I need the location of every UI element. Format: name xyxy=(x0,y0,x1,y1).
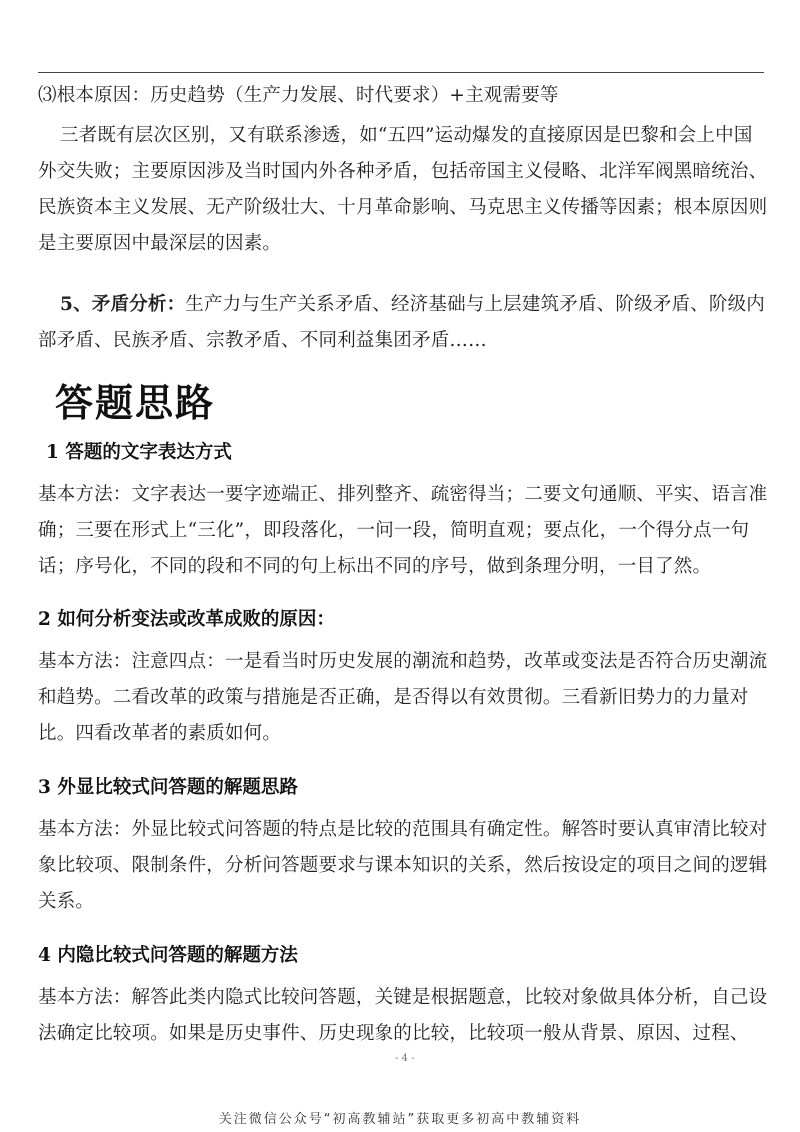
section-2-title: 2 如何分析变法或改革成败的原因： xyxy=(38,609,335,630)
contradiction-paragraph xyxy=(38,287,768,359)
section-title: 答题思路 xyxy=(55,381,216,425)
page-number: - 4 - xyxy=(395,1053,415,1064)
footer-note: 关注微信公众号“初高教辅站”获取更多初高中教辅资料 xyxy=(218,1112,582,1127)
section-3-body: 基本方法：外显比较式问答题的特点是比较的范围具有确定性。解答时要认真审清比较对象比较项、限制条件，分析问答题要求与课本知识的关系，然后按设定的项目之间的逻辑关系。 xyxy=(38,819,768,912)
section-2-body: 基本方法：注意四点：一是看当时历史发展的潮流和趋势，改革或变法是否符合历史潮流和趋势。二看改革的政策与措施是否正确，是否得以有效贯彻。三看新旧势力的力量对比。四看改革者的素质如何。 xyxy=(38,651,768,744)
header-rule xyxy=(38,72,764,73)
section-1-body: 基本方法：文字表达一要字迹端正、排列整齐、疏密得当；二要文句通顺、平实、语言准确；三要在形式上“三化”，即段落化，一问一段，简明直观；要点化，一个得分点一句话；序号化，不同的段和不同的句上标出不同的序号，做到条理分明，一目了然。 xyxy=(38,484,768,577)
section-4-body: 基本方法：解答此类内隐式比较问答题，关键是根据题意，比较对象做具体分析，自己设法确定比较项。如果是历史事件、历史现象的比较，比较项一般从背景、原因、过程、 xyxy=(38,987,768,1044)
section-1-title: 1 答题的文字表达方式 xyxy=(46,442,232,463)
section-3-title: 3 外显比较式问答题的解题思路 xyxy=(38,777,298,798)
contradiction-text: 生产力与生产关系矛盾、经济基础与上层建筑矛盾、阶级矛盾、阶级内部矛盾、民族矛盾、宗教矛盾、不同利益集团矛盾…… xyxy=(38,294,765,351)
explanation-paragraph: 三者既有层次区别，又有联系渗透，如“五四”运动爆发的直接原因是巴黎和会上中国外交失败；主要原因涉及当时国内外各种矛盾，包括帝国主义侵略、北洋军阀黑暗统治、民族资本主义发展、无产阶级壮大、十月革命影响、马克思主义传播等因素；根本原因则是主要原因中最深层的因素。 xyxy=(38,125,768,254)
contradiction-label: 5、矛盾分析： xyxy=(60,294,186,315)
root-cause-line: ⑶根本原因：历史趋势（生产力发展、时代要求）+主观需要等 xyxy=(38,85,559,106)
section-4-title: 4 内隐比较式问答题的解题方法 xyxy=(38,945,298,966)
